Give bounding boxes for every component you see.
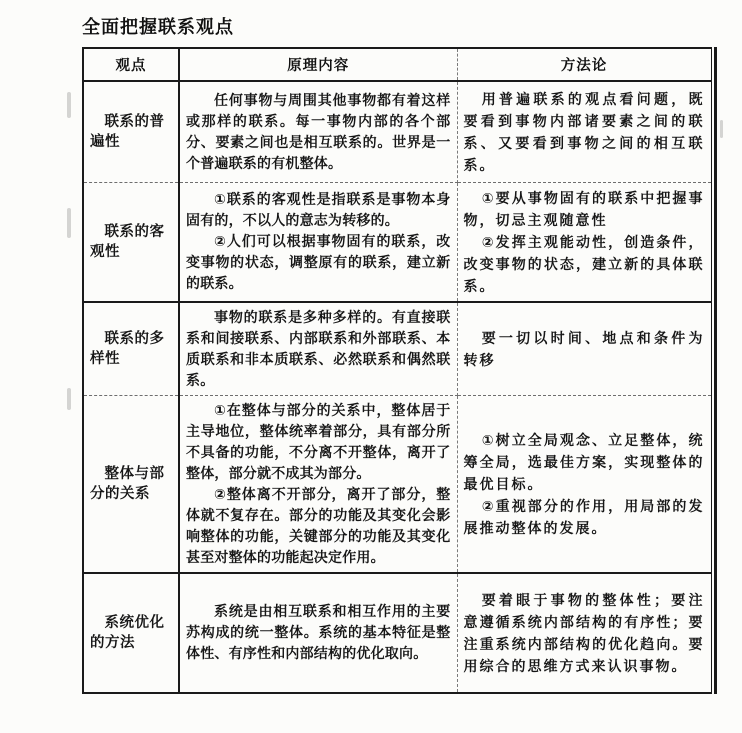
- viewpoint-label: 联系的客观性: [90, 223, 165, 260]
- viewpoint-cell: [83, 81, 179, 182]
- principle-cell: [179, 81, 457, 182]
- methodology-paragraph: 要一切以时间、地点和条件为转移: [463, 329, 705, 368]
- table-row-objectivity: [83, 182, 711, 302]
- principle-paragraph: ②人们可以根据事物固有的联系，改变事物的状态，调整原有的联系，建立新的联系。: [186, 233, 451, 291]
- principle-cell: [179, 573, 457, 693]
- scan-artifact: [67, 388, 71, 410]
- methodology-paragraph: ②重视部分的作用，用局部的发展推动整体的发展。: [463, 497, 705, 536]
- viewpoint-label: 联系的多样性: [90, 330, 165, 367]
- viewpoint-cell: [83, 302, 179, 396]
- header-principle-content: 原理内容: [179, 48, 457, 81]
- scan-artifact: [67, 208, 71, 238]
- methodology-paragraph: 要着眼于事物的整体性；要注意遵循系统内部结构的有序性；要注重系统内部结构的优化趋向。要用综合的思维方式来认识事物。: [463, 591, 705, 674]
- table-row-universality: [83, 81, 711, 182]
- principle-paragraph: 事物的联系是多种多样的。有直接联系和间接联系、内部联系和外部联系、本质联系和非本质联系、必然联系和偶然联系。: [186, 308, 451, 388]
- principle-paragraph: ②整体离不开部分，离开了部分，整体就不复存在。部分的功能及其变化会影响整体的功能，关键部分的功能及其变化甚至对整体的功能起决定作用。: [186, 485, 451, 565]
- scan-artifact: [720, 120, 723, 138]
- viewpoint-cell: [83, 573, 179, 693]
- methodology-cell: [457, 81, 711, 182]
- header-viewpoint: 观点: [83, 48, 179, 81]
- viewpoint-label: 联系的普遍性: [90, 113, 165, 150]
- viewpoint-cell: [83, 395, 179, 573]
- page-title: 全面把握联系观点: [82, 17, 234, 37]
- connections-viewpoint-table: [82, 47, 712, 694]
- table-row-diversity: [83, 302, 711, 396]
- header-row: [83, 48, 711, 81]
- viewpoint-label: 系统优化的方法: [90, 614, 165, 651]
- principle-paragraph: ①在整体与部分的关系中，整体居于主导地位，整体统率着部分，具有部分所不具备的功能，不分离不开整体，离开了整体，部分就不成其为部分。: [186, 401, 451, 481]
- principle-cell: [179, 302, 457, 396]
- methodology-paragraph: ①树立全局观念、立足整体，统筹全局，选最佳方案，实现整体的最优目标。: [463, 431, 705, 492]
- table-row-system-optimization: [83, 573, 711, 693]
- viewpoint-cell: [83, 182, 179, 302]
- table-wrapper: [82, 47, 717, 694]
- methodology-paragraph: ②发挥主观能动性，创造条件，改变事物的状态，建立新的具体联系。: [463, 233, 705, 294]
- principle-cell: [179, 395, 457, 573]
- principle-paragraph: 任何事物与周围其他事物都有着这样或那样的联系。每一事物内部的各个部分、要素之间也是相互联系的。世界是一个普遍联系的有机整体。: [186, 91, 451, 171]
- scan-artifact: [67, 92, 71, 118]
- methodology-cell: [457, 395, 711, 573]
- table-row-whole-and-part: [83, 395, 711, 573]
- header-methodology: 方法论: [457, 48, 711, 81]
- methodology-cell: [457, 182, 711, 302]
- principle-paragraph: 系统是由相互联系和相互作用的主要苏构成的统一整体。系统的基本特征是整体性、有序性和内部结构的优化取向。: [186, 603, 451, 661]
- methodology-cell: [457, 573, 711, 693]
- viewpoint-label: 整体与部分的关系: [90, 465, 165, 502]
- principle-paragraph: ①联系的客观性是指联系是事物本身固有的，不以人的意志为转移的。: [186, 191, 451, 228]
- principle-cell: [179, 182, 457, 302]
- methodology-cell: [457, 302, 711, 396]
- methodology-paragraph: ①要从事物固有的联系中把握事物，切忌主观随意性: [463, 189, 705, 228]
- methodology-paragraph: 用普遍联系的观点看问题，既要看到事物内部诸要素之间的联系、又要看到事物之间的相互联系。: [463, 90, 705, 173]
